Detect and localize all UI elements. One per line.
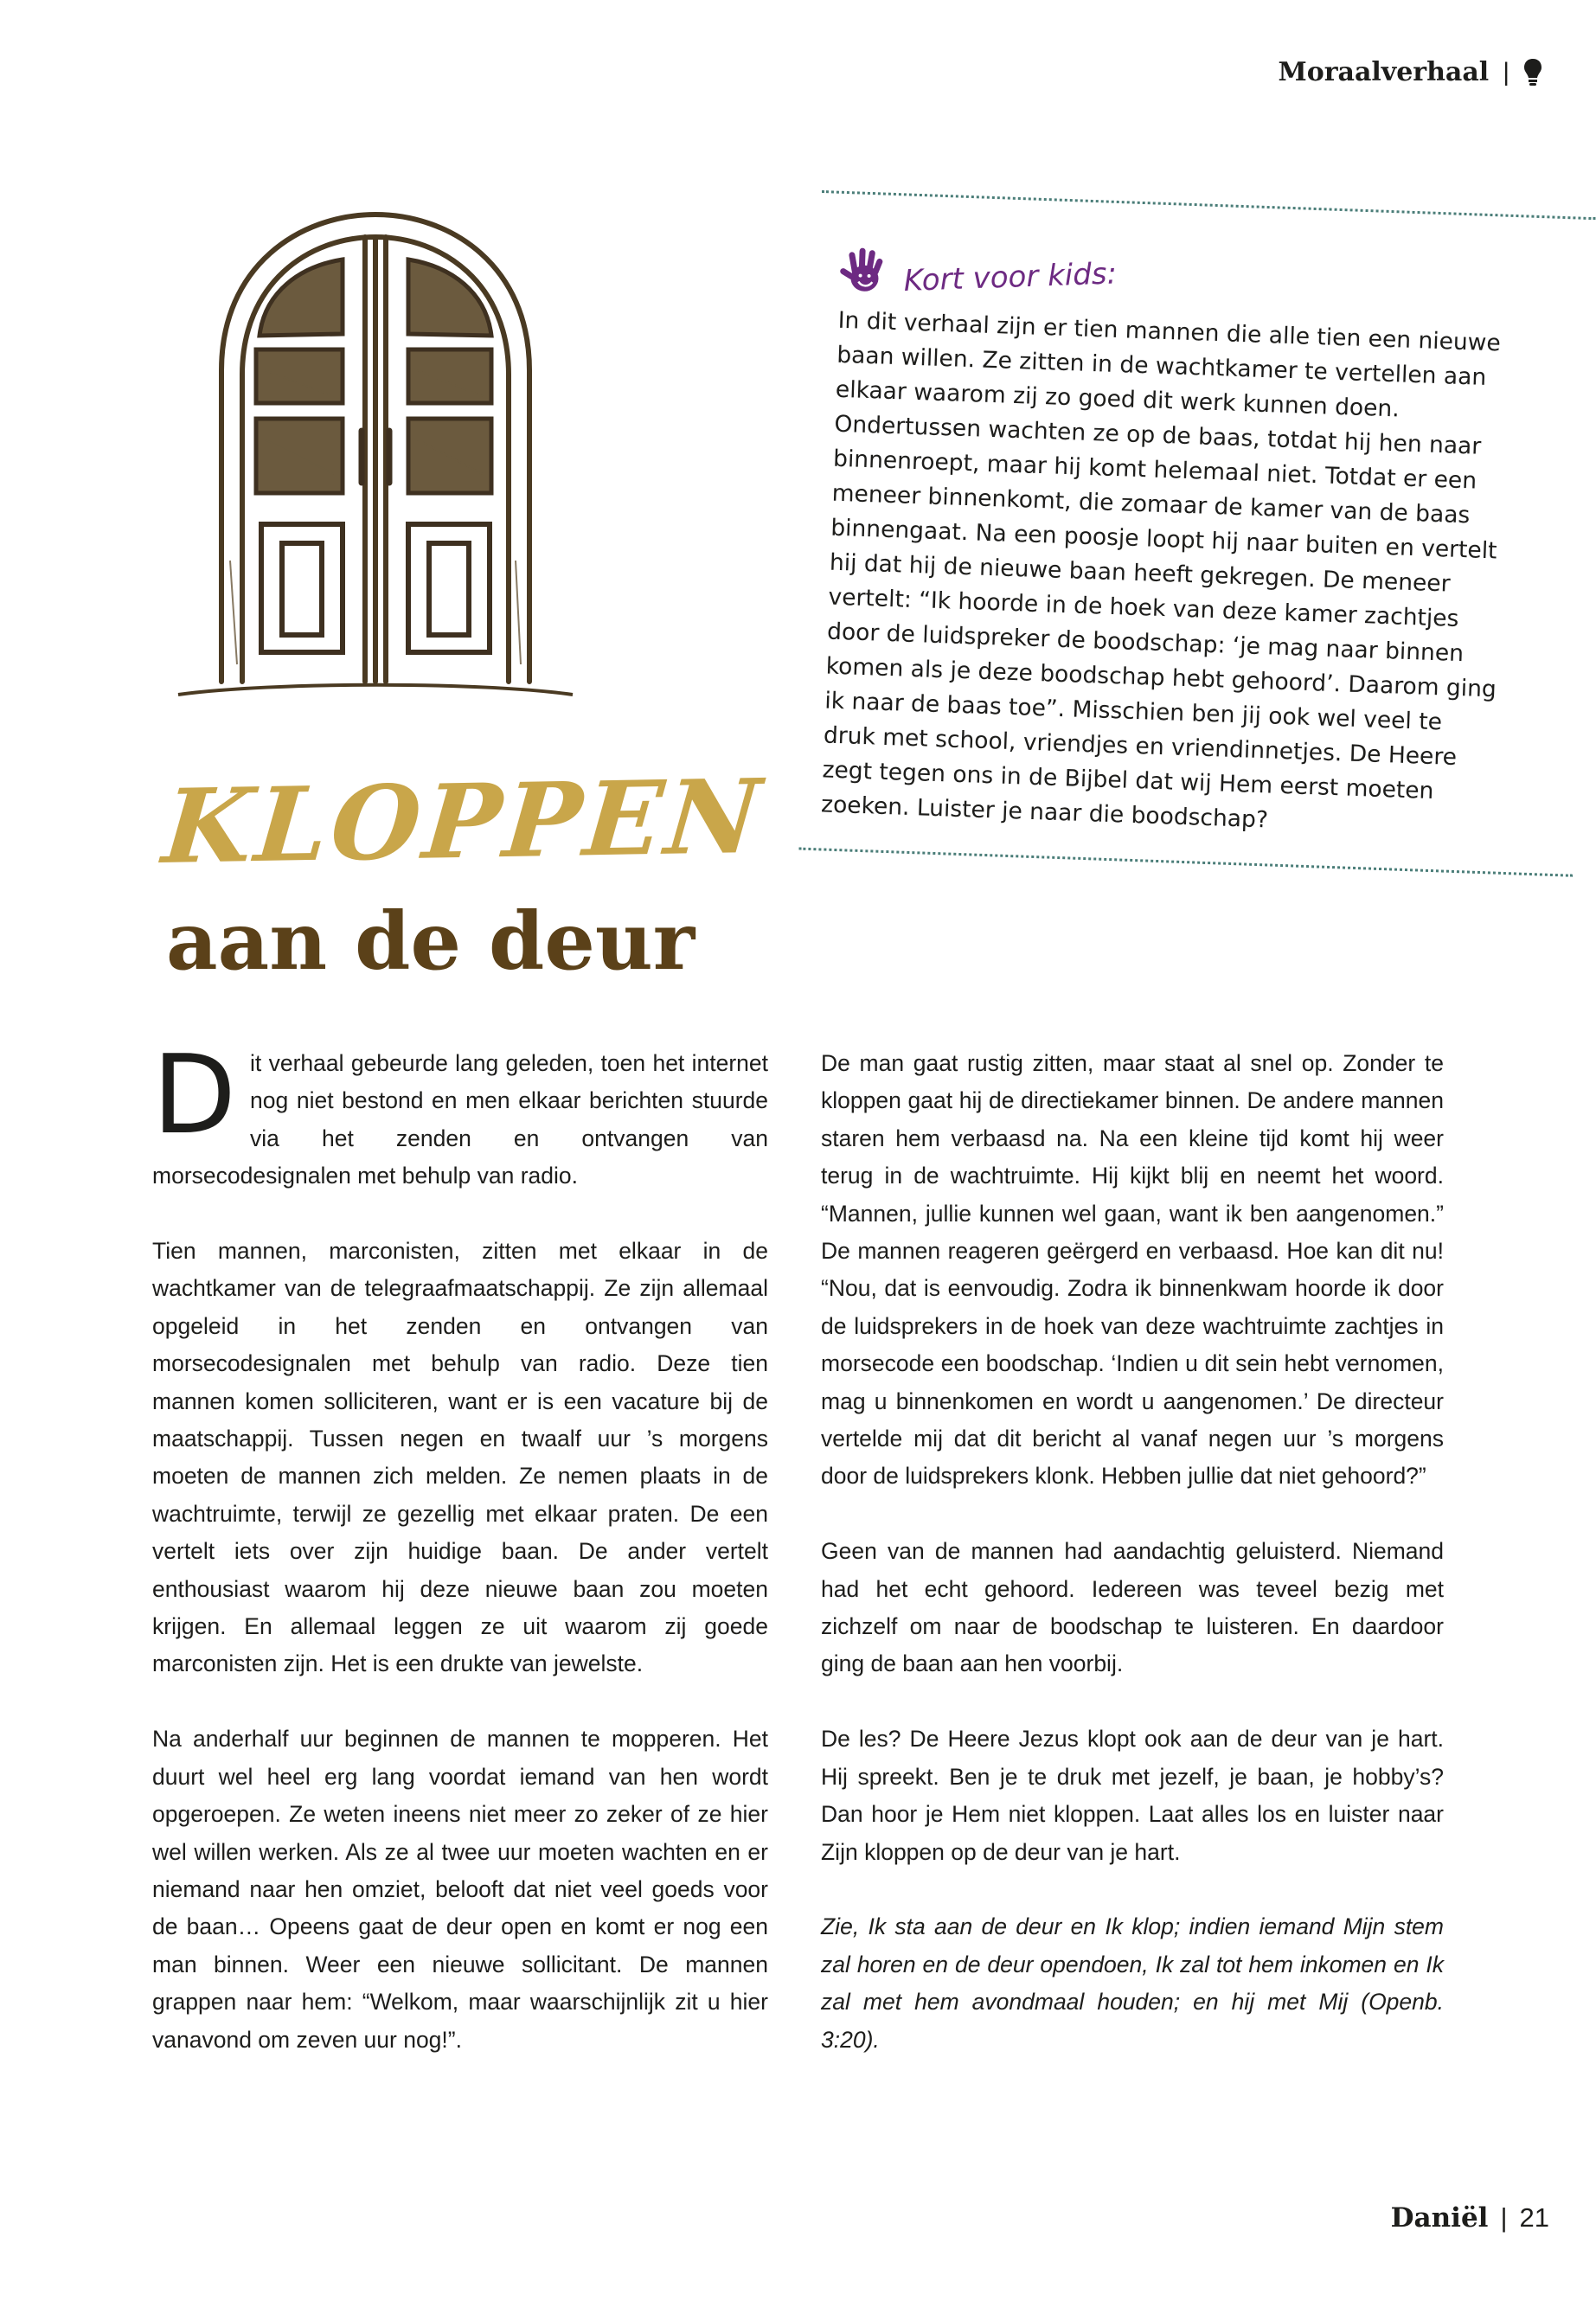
kids-title-label: Kort voor kids: bbox=[902, 256, 1118, 298]
header-separator: | bbox=[1503, 57, 1509, 87]
article-paragraph: Na anderhalf uur beginnen de mannen te mopperen. Het duurt wel heel erg lang voordat iemand van hen wordt opgeroepen. Ze weten ineens niet meer zo zeker of ze hier wel willen werken. Als ze al twee uur moeten wachten en er niemand naar hen omziet, belooft dat niet veel goeds voor de baan… Opeens gaat de deur open en komt er nog een man binnen. Weer een nieuwe sollicitant. De mannen grappen naar hem: “Welkom, maar waarschijnlijk zit u hier vanavond om zeven uur nog!”. bbox=[152, 1726, 768, 2053]
article-column-left bbox=[152, 1031, 768, 2096]
kids-summary-text: In dit verhaal zijn er tien mannen die alle tien een nieuwe baan willen. Ze zitten in de wachtkamer te vertellen aan elkaar waarom zij zo goed dit werk kunnen doen. Ondertussen wachten ze op de baas, totdat hij hen naar binnenroept, maar hij komt helemaal niet. Totdat er een meneer binnenkomt, die zomaar de kamer van de baas binnengaat. Na een poosje loopt hij naar buiten en vertelt hij dat hij de nieuwe baan heeft gekregen. De meneer vertelt: “Ik hoorde in de hoek van deze kamer zachtjes door de luidspreker de boodschap: ‘je mag naar binnen komen als je deze boodschap hebt gehoord’. Daarom ging ik naar de baas toe”. Misschien ben jij ook wel veel te druk met school, vriendjes en vriendinnetjes. De Heere zegt tegen ons in de Bijbel dat wij Hem eerst moeten zoeken. Luister je naar die boodschap? bbox=[820, 306, 1502, 834]
page-footer bbox=[1391, 2202, 1549, 2234]
headline-line-2: aan de deur bbox=[166, 894, 695, 988]
article-column-right bbox=[821, 1045, 1444, 2096]
article-paragraph: De les? De Heere Jezus klopt ook aan de deur van je hart. Hij spreekt. Ben je te druk met jezelf, je baan, je hobby’s? Dan hoor je Hem niet kloppen. Laat alles los en luister naar Zijn kloppen op de deur van je hart. bbox=[821, 1726, 1444, 1865]
divider-dotted-top bbox=[822, 190, 1596, 220]
handprint-icon bbox=[837, 245, 893, 300]
page-number: 21 bbox=[1519, 2202, 1549, 2233]
magazine-name: Daniël bbox=[1390, 2202, 1489, 2234]
article-paragraph: Dit verhaal gebeurde lang geleden, toen het internet nog niet bestond en men elkaar berichten stuurde via het zenden en ontvangen van morsecodesignalen met behulp van radio. bbox=[152, 1031, 768, 1189]
footer-separator: | bbox=[1500, 2202, 1508, 2233]
headline-line-1: KLOPPEN bbox=[158, 755, 769, 888]
divider-dotted-bottom bbox=[798, 848, 1573, 877]
arched-door-illustration bbox=[170, 197, 581, 716]
section-header bbox=[1278, 57, 1542, 87]
bible-quote: Zie, Ik sta aan de deur en Ik klop; indien iemand Mijn stem zal horen en de deur opendoen, Ik zal tot hem inkomen en Ik zal met hem avondmaal houden; en hij met Mij (Openb. 3:20). bbox=[821, 1913, 1444, 2053]
article-paragraph: Tien mannen, marconisten, zitten met elkaar in de wachtkamer van de telegraafmaatschappij. Ze zijn allemaal opgeleid in het zenden en ontvangen van morsecodesignalen met behulp van radio. Deze tien mannen komen solliciteren, want er is een vacature bij de maatschappij. Tussen negen en twaalf uur ’s morgens moeten de mannen zich melden. Ze nemen plaats in de wachtruimte, terwijl ze gezellig met elkaar praten. De een vertelt iets over zijn huidige baan. De ander vertelt enthousiast waarom hij deze nieuwe baan zou moeten krijgen. En allemaal leggen ze uit waarom zij goede marconisten zijn. Het is een drukte van jewelste. bbox=[152, 1238, 768, 1677]
article-paragraph: Geen van de mannen had aandachtig geluisterd. Niemand had het echt gehoord. Iedereen was teveel bezig met zichzelf om naar de boodschap te luisteren. En daardoor ging de baan aan hen voorbij. bbox=[821, 1538, 1444, 1677]
kids-title bbox=[837, 245, 1118, 308]
kids-summary-box bbox=[798, 190, 1595, 883]
article-paragraph: De man gaat rustig zitten, maar staat al snel op. Zonder te kloppen gaat hij de directiekamer binnen. De andere mannen staren hem verbaasd na. Na een kleine tijd komt hij weer terug in de wachtruimte. Hij kijkt blij en neemt het woord. “Mannen, jullie kunnen wel gaan, want ik ben aangenomen.” De mannen reageren geërgerd en verbaasd. Hoe kan dit nu! “Nou, dat is eenvoudig. Zodra ik binnenkwam hoorde ik door de luidsprekers in de hoek van deze wachtruimte zachtjes in morsecode een boodschap. ‘Indien u dit sein hebt vernomen, mag u binnenkomen en wordt u aangenomen.’ De directeur vertelde mij dat dit bericht al vanaf negen uur ’s morgens door de luidsprekers klonk. Hebben jullie dat niet gehoord?” bbox=[821, 1050, 1444, 1490]
lightbulb-icon bbox=[1523, 58, 1542, 87]
drop-cap: D bbox=[152, 1031, 237, 1158]
section-label: Moraalverhaal bbox=[1278, 57, 1490, 87]
